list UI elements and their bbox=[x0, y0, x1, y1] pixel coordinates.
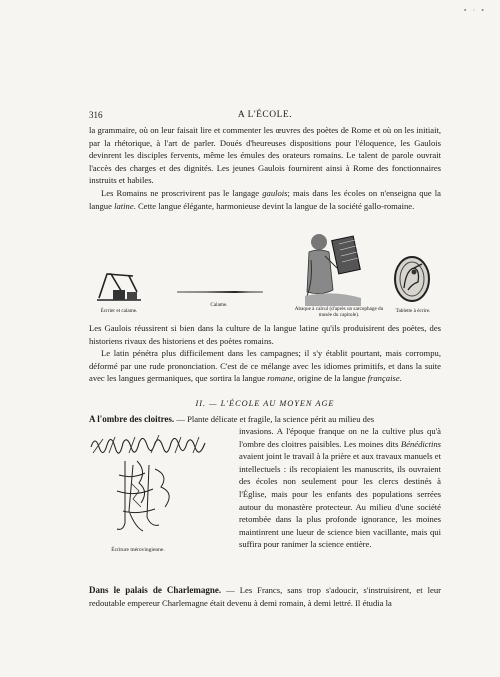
calame-illustration bbox=[175, 288, 265, 296]
intro-paragraph-2 bbox=[89, 187, 441, 212]
intro-paragraph-1: la grammaire, où on leur faisait lire et commenter les œuvres des poètes de Rome et où on les initiait, par la rhétorique, à l'art de parler. Doués d'heureuses dispositions pour l'éloquence, les Gaulois devinrent les disciples fervents, même les émules des orateurs romains. Le talent de parole ouvrait l'accès des charges et des dignités. Les jeunes Gaulois fournirent ainsi à Rome des fonctionnaires instruits et habiles. bbox=[89, 125, 441, 186]
illustration-strip bbox=[89, 228, 441, 328]
caption-writing: Écrrier et calame. bbox=[100, 308, 138, 314]
abacus-figure-illustration bbox=[303, 230, 363, 306]
page-number: 316 bbox=[89, 110, 103, 120]
middle-text bbox=[89, 322, 441, 385]
middle-paragraph-1: Les Gaulois réussirent si bien dans la culture de la langue latine qu'ils produisirent des poètes, des historiens rivaux des historiens et des poètes romains. bbox=[89, 323, 441, 346]
emphasis-romane: romane bbox=[267, 373, 294, 384]
caption-merovingian: Écriture mérovingienne. bbox=[111, 547, 165, 553]
corner-mark: • · • bbox=[463, 6, 486, 15]
caption-tablet: Tablette à écrire. bbox=[395, 308, 431, 314]
merovingian-script-figure bbox=[89, 431, 237, 548]
middle-paragraph-2 bbox=[89, 347, 441, 385]
text-run: . Cette langue élégante, harmonieuse devint la langue de la société gallo-romaine. bbox=[133, 200, 415, 211]
text-run: — Plante délicate et fragile, la science périt au milieu des bbox=[174, 414, 375, 424]
text-run: invasions. A l'époque franque on ne la cultive plus qu'à l'ombre des cloitres paisibles. Les moines dits bbox=[239, 426, 441, 449]
text-run: ; mais dans les écoles on n'enseigna que la langue bbox=[89, 187, 441, 211]
cloister-lead: A l'ombre des cloitres. bbox=[89, 414, 175, 424]
cloister-section bbox=[89, 413, 441, 613]
text-run: — Les Francs, sans trop s'adoucir, s'instruisirent, et leur redoutable empereur Charlemagne était devenu à demi romain, à demi lettré. Il étudia la bbox=[89, 585, 441, 608]
charlemagne-lead: Dans le palais de Charlemagne. bbox=[89, 585, 222, 595]
text-run: Les Romains ne proscrivirent pas le langage bbox=[101, 187, 263, 198]
page-header bbox=[89, 110, 441, 122]
charlemagne-paragraph bbox=[89, 584, 441, 609]
text-run: Le latin pénétra plus difficilement dans les campagnes; il s'y établit pourtant, mais corrompu, déformé par une rude prononciation. C'est de ce mélange avec les idiomes primitifs, et dans la suite avec les langues germaniques, que sortira la langue bbox=[89, 348, 441, 384]
caption-calame: Calame. bbox=[210, 302, 228, 308]
cloister-column-text bbox=[239, 425, 441, 551]
text-run: , origine de la langue bbox=[293, 373, 368, 384]
writing-tablet-illustration bbox=[392, 254, 432, 304]
emphasis-francaise: française bbox=[367, 373, 400, 384]
section-heading: II. — L'ÉCOLE AU MOYEN AGE bbox=[195, 399, 335, 408]
emphasis-gaulois: gaulois bbox=[262, 187, 288, 198]
emphasis-latine: latine bbox=[114, 200, 134, 211]
emphasis-benedictins: Bénédictins bbox=[400, 438, 441, 449]
cloister-first-line bbox=[89, 413, 441, 426]
intro-text bbox=[89, 124, 441, 212]
text-run: avaient joint le travail à la prière et aux travaux manuels et intellectuels : ils recopiaient les manuscrits, ils ouvraient des écoles non seulement pour les clercs destinés à l'Église, mais pour les enfants des populations serrées autour du monastère protecteur. Au milieu d'une société retombée dans la plus profonde ignorance, les moines maintinrent une lueur de science bien vacillante, mais qui suffira pour ranimer la science entière. bbox=[239, 451, 441, 550]
inkwell-illustration bbox=[93, 268, 145, 304]
merovingian-script-illustration bbox=[89, 431, 207, 543]
running-title: A L'ÉCOLE. bbox=[237, 110, 293, 120]
caption-abacus: Abaque à calcul (d'après un sarcophage du musée du capitole). bbox=[294, 306, 384, 318]
text-run: . bbox=[399, 373, 402, 384]
